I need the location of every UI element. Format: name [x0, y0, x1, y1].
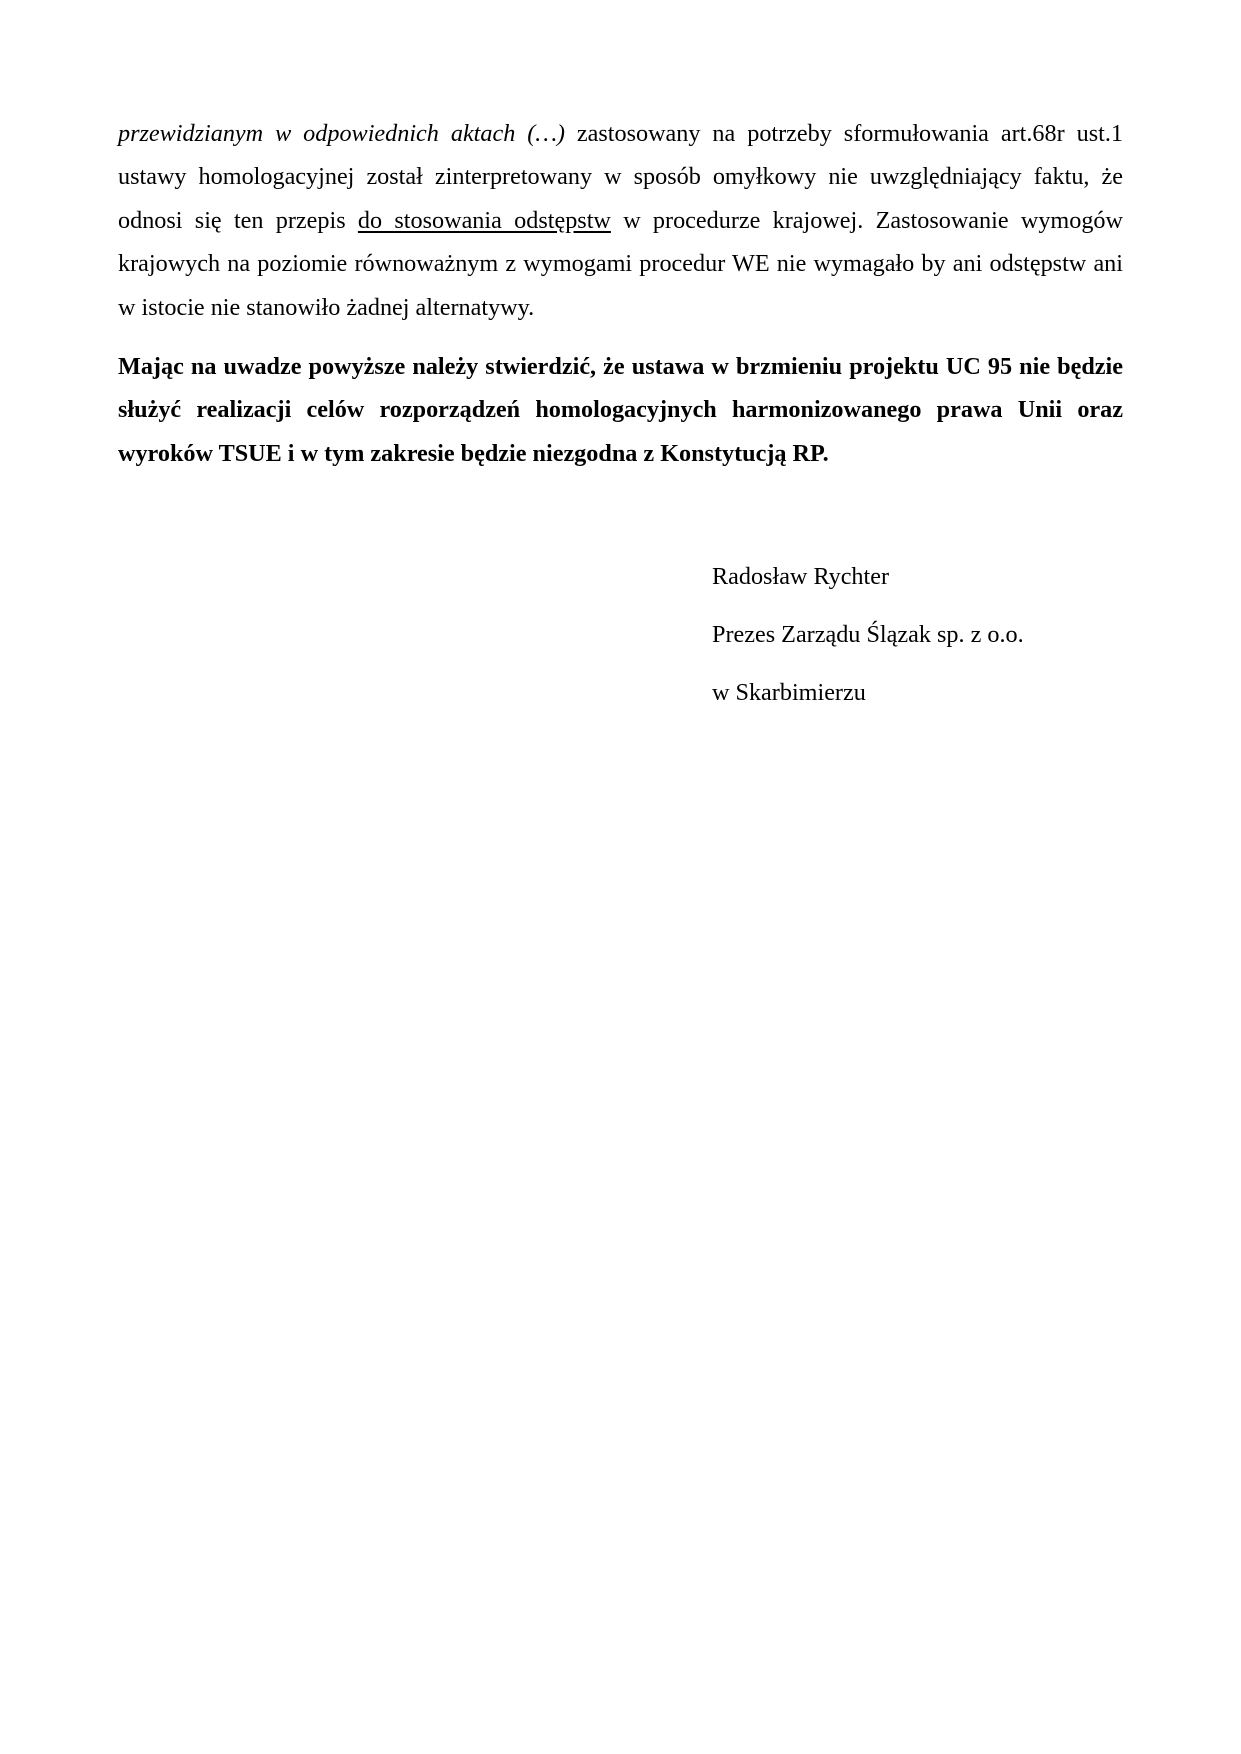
paragraph-text-part-1: zastosowany na potrzeby sformułowania art.68r ust.1 ustawy homologacyjnej został zinterpretowany w sposób omyłkowy nie uwzględniający faktu, że odnosi się ten przepis [118, 120, 1123, 234]
paragraph-text-part-2: w procedurze krajowej. Zastosowanie wymogów krajowych na poziomie równoważnym z wymogami procedur WE nie wymagało by ani odstępstw ani w istocie nie stanowiło żadnej alternatywy. [118, 206, 1123, 321]
conclusion-paragraph: Mając na uwadze powyższe należy stwierdzić, że ustawa w brzmieniu projektu UC 95 nie będzie służyć realizacji celów rozporządzeń homologacyjnych harmonizowanego prawa Unii oraz wyroków TSUE i w tym zakresie będzie niezgodna z Konstytucją RP. [118, 353, 1123, 467]
italic-quote: przewidzianym w odpowiednich aktach (…) [118, 120, 565, 147]
paragraph-interpretation [118, 112, 1123, 329]
signatory-position: Prezes Zarządu Ślązak sp. z o.o. [712, 621, 1024, 648]
underlined-phrase: do stosowania odstępstw [357, 206, 611, 234]
signature-block [712, 548, 1172, 722]
signatory-location: w Skarbimierzu [712, 679, 866, 706]
signatory-name: Radosław Rychter [712, 563, 890, 590]
